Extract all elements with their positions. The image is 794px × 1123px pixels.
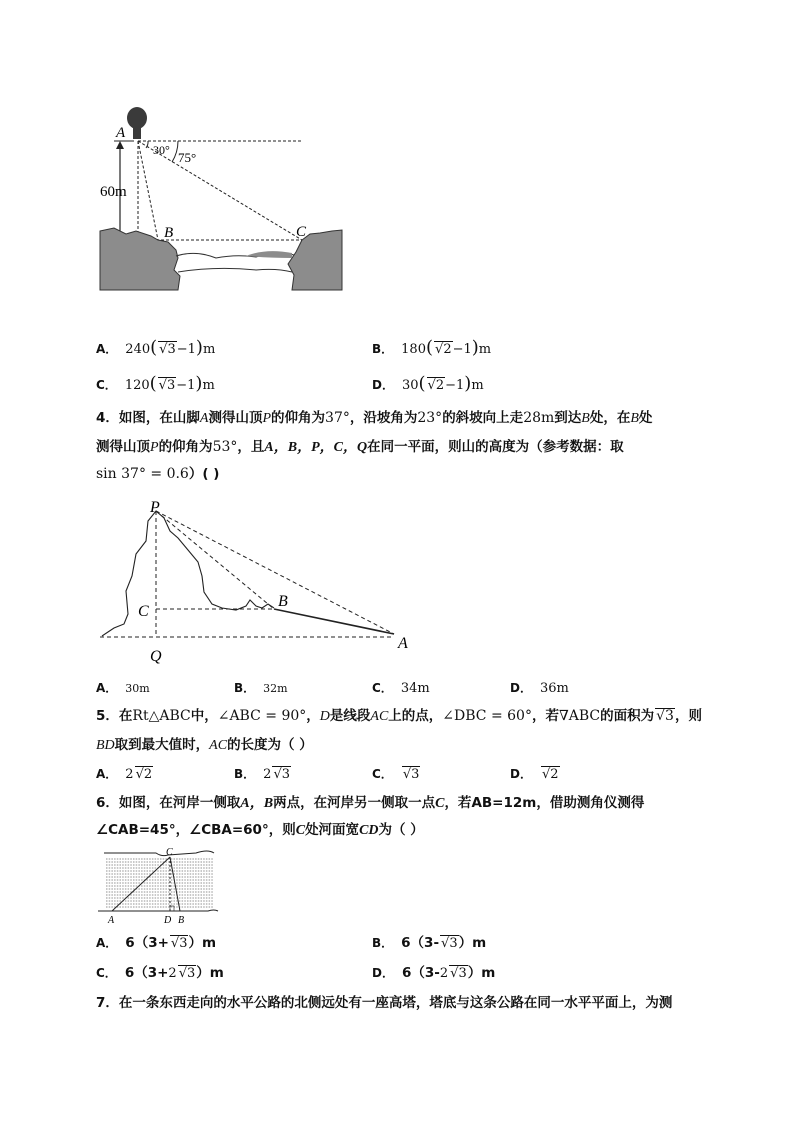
fig2-label-A: A	[398, 635, 408, 652]
q6-option-b[interactable]: B． 6（3-√ 3）m	[372, 933, 486, 954]
fig1-label-height: 60m	[100, 184, 127, 200]
q4-line-3: sin 37° = 0.6）( )	[96, 466, 220, 482]
fig1-label-angle2: 75°	[178, 150, 197, 165]
fig1-label-B: B	[164, 225, 174, 241]
q6-line-1: 6．如图，在河岸一侧取A，B两点，在河岸另一侧取一点C，若AB=12m，借助测角仪测得	[96, 795, 645, 811]
q5-line-2: BD取到最大值时，AC的长度为（ ）	[96, 737, 313, 753]
q6-line-2: ∠CAB=45°，∠CBA=60°，则C处河面宽CD为（ ）	[96, 822, 424, 838]
q5-option-c[interactable]: C．√ 3	[372, 764, 420, 785]
mountain-outline	[102, 511, 274, 636]
q4-line-1: 4．如图，在山脚A测得山顶P的仰角为37°，沿坡角为23°的斜坡向上走28m到达B处，在B处	[96, 410, 653, 426]
fig3-label-A: A	[108, 915, 115, 926]
observer-head-icon	[127, 107, 147, 129]
q3-option-a[interactable]: A． 240(√ 3−1)m	[96, 338, 215, 360]
q4-option-c[interactable]: C． 34m	[372, 681, 430, 696]
q5-line-1: 5．在Rt△ABC中，∠ABC = 90°，D是线段AC上的点，∠DBC = 60°，若∇ABC的面积为√ 3，则	[96, 706, 702, 727]
observer-body-icon	[133, 127, 141, 139]
q4-option-b[interactable]: B． 32m	[234, 681, 288, 695]
q3-option-c[interactable]: C． 120(√ 3−1)m	[96, 374, 215, 396]
q5-option-d[interactable]: D．√ 2	[510, 764, 560, 785]
fig2-label-C: C	[138, 603, 149, 620]
figure-mountain	[96, 496, 426, 672]
figure-river-width	[96, 845, 220, 927]
fig3-label-B: B	[178, 915, 185, 926]
q6-option-a[interactable]: A． 6（3+√ 3）m	[96, 933, 216, 954]
fig3-label-D: D	[164, 915, 172, 926]
q6-option-c[interactable]: C． 6（3+2√ 3）m	[96, 963, 224, 984]
fig3-label-C: C	[166, 847, 173, 858]
q3-option-b[interactable]: B． 180(√ 2−1)m	[372, 338, 491, 360]
fig1-label-C: C	[296, 224, 307, 240]
fig2-label-P: P	[150, 499, 160, 516]
q7-line-1: 7．在一条东西走向的水平公路的北侧远处有一座高塔，塔底与这条公路在同一水平平面上，为测	[96, 995, 673, 1011]
q3-option-d[interactable]: D． 30(√ 2−1)m	[372, 374, 484, 396]
fig1-label-A: A	[116, 125, 126, 141]
q5-option-a[interactable]: A． 2√ 2	[96, 764, 153, 785]
q4-line-2: 测得山顶P的仰角为53°，且A，B，P，C，Q在同一平面，则山的高度为（参考数据：取	[96, 439, 624, 455]
q4-option-a[interactable]: A． 30m	[96, 681, 150, 695]
q4-option-d[interactable]: D． 36m	[510, 681, 569, 696]
q5-option-b[interactable]: B． 2√ 3	[234, 764, 291, 785]
fig1-label-angle1: 30°	[153, 143, 170, 157]
figure-river-cliff	[96, 100, 348, 300]
q6-option-d[interactable]: D． 6（3-2√ 3）m	[372, 963, 495, 984]
fig2-label-Q: Q	[150, 648, 162, 665]
fig2-label-B: B	[278, 593, 288, 610]
